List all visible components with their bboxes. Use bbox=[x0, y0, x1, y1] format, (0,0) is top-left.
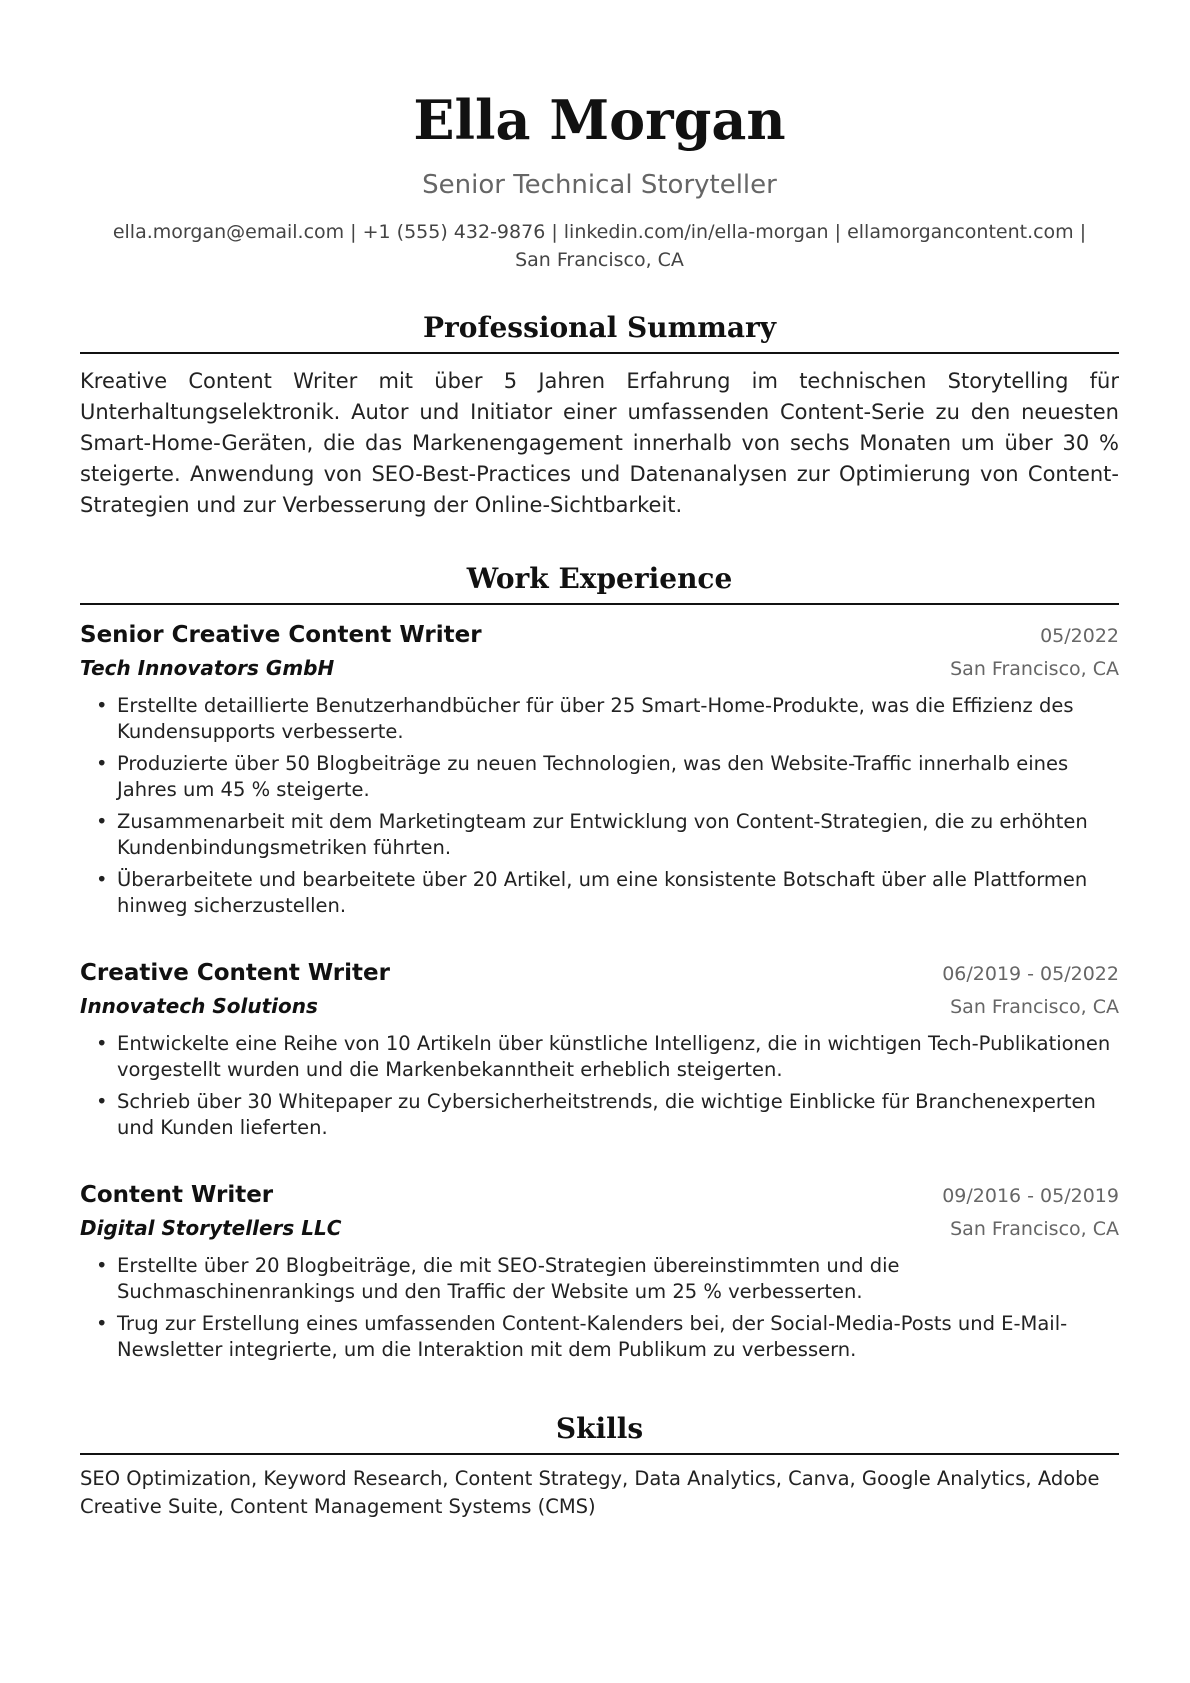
skills-text: SEO Optimization, Keyword Research, Content Strategy, Data Analytics, Canva, Google Analytics, Adobe Creative Suite, Content Management Systems (CMS) bbox=[80, 1467, 1100, 1518]
job-title: Senior Creative Content Writer bbox=[80, 622, 482, 648]
summary-section bbox=[80, 310, 1119, 521]
list-item: • Erstellte über 20 Blogbeiträge, die mit SEO-Strategien übereinstimmten und die Suchmaschinenrankings und den Traffic der Website um 25 % verbesserten. bbox=[80, 1253, 1119, 1305]
list-item: • Erstellte detaillierte Benutzerhandbücher für über 25 Smart-Home-Produkte, was die Effizienz des Kundensupports verbesserte. bbox=[80, 693, 1119, 745]
experience-heading: Work Experience bbox=[80, 561, 1119, 605]
job-company: Digital Storytellers LLC bbox=[80, 1216, 342, 1240]
summary-heading: Professional Summary bbox=[80, 310, 1119, 354]
job-entry bbox=[80, 619, 1119, 919]
job-date: 05/2022 bbox=[1040, 625, 1119, 647]
list-item: • Überarbeitete und bearbeitete über 20 Artikel, um eine konsistente Botschaft über alle Plattformen hinweg sicherzustellen. bbox=[80, 867, 1119, 919]
contact-line: ella.morgan@email.com | +1 (555) 432-9876 | linkedin.com/in/ella-morgan | ellamorgancontent.com | San Francisco, CA bbox=[112, 221, 1087, 271]
job-bullets bbox=[80, 1253, 1119, 1363]
job-bullets bbox=[80, 693, 1119, 919]
list-item: • Zusammenarbeit mit dem Marketingteam zur Entwicklung von Content-Strategien, die zu erhöhten Kundenbindungsmetriken führten. bbox=[80, 809, 1119, 861]
skills-section bbox=[80, 1411, 1119, 1521]
job-title: Creative Content Writer bbox=[80, 960, 390, 986]
list-item: • Produzierte über 50 Blogbeiträge zu neuen Technologien, was den Website-Traffic innerhalb eines Jahres um 45 % steigerte. bbox=[80, 751, 1119, 803]
job-company: Tech Innovators GmbH bbox=[80, 656, 335, 680]
candidate-title: Senior Technical Storyteller bbox=[422, 170, 777, 200]
job-title: Content Writer bbox=[80, 1182, 274, 1208]
job-company: Innovatech Solutions bbox=[80, 994, 318, 1018]
list-item: • Schrieb über 30 Whitepaper zu Cybersicherheitstrends, die wichtige Einblicke für Branchenexperten und Kunden lieferten. bbox=[80, 1089, 1119, 1141]
job-entry bbox=[80, 1179, 1119, 1363]
candidate-name: Ella Morgan bbox=[413, 88, 786, 152]
job-bullets bbox=[80, 1031, 1119, 1141]
job-entry bbox=[80, 957, 1119, 1141]
job-location: San Francisco, CA bbox=[950, 658, 1119, 680]
job-date: 09/2016 - 05/2019 bbox=[942, 1185, 1119, 1207]
job-location: San Francisco, CA bbox=[950, 1218, 1119, 1240]
experience-section bbox=[80, 561, 1119, 1363]
job-location: San Francisco, CA bbox=[950, 996, 1119, 1018]
summary-text: Kreative Content Writer mit über 5 Jahren Erfahrung im technischen Storytelling für Unterhaltungselektronik. Autor und Initiator einer umfassenden Content-Serie zu den neuesten Smart-Home-Geräten, die das Markenengagement innerhalb von sechs Monaten um über 30 % steigerte. Anwendung von SEO-Best-Practices und Datenanalysen zur Optimierung von Content-Strategien und zur Verbesserung der Online-Sichtbarkeit. bbox=[80, 369, 1119, 517]
list-item: • Entwickelte eine Reihe von 10 Artikeln über künstliche Intelligenz, die in wichtigen Tech-Publikationen vorgestellt wurden und die Markenbekanntheit erheblich steigerten. bbox=[80, 1031, 1119, 1083]
resume-page bbox=[80, 0, 1119, 1521]
skills-heading: Skills bbox=[80, 1411, 1119, 1455]
job-date: 06/2019 - 05/2022 bbox=[942, 963, 1119, 985]
list-item: • Trug zur Erstellung eines umfassenden Content-Kalenders bei, der Social-Media-Posts und E-Mail-Newsletter integrierte, um die Interaktion mit dem Publikum zu verbessern. bbox=[80, 1311, 1119, 1363]
